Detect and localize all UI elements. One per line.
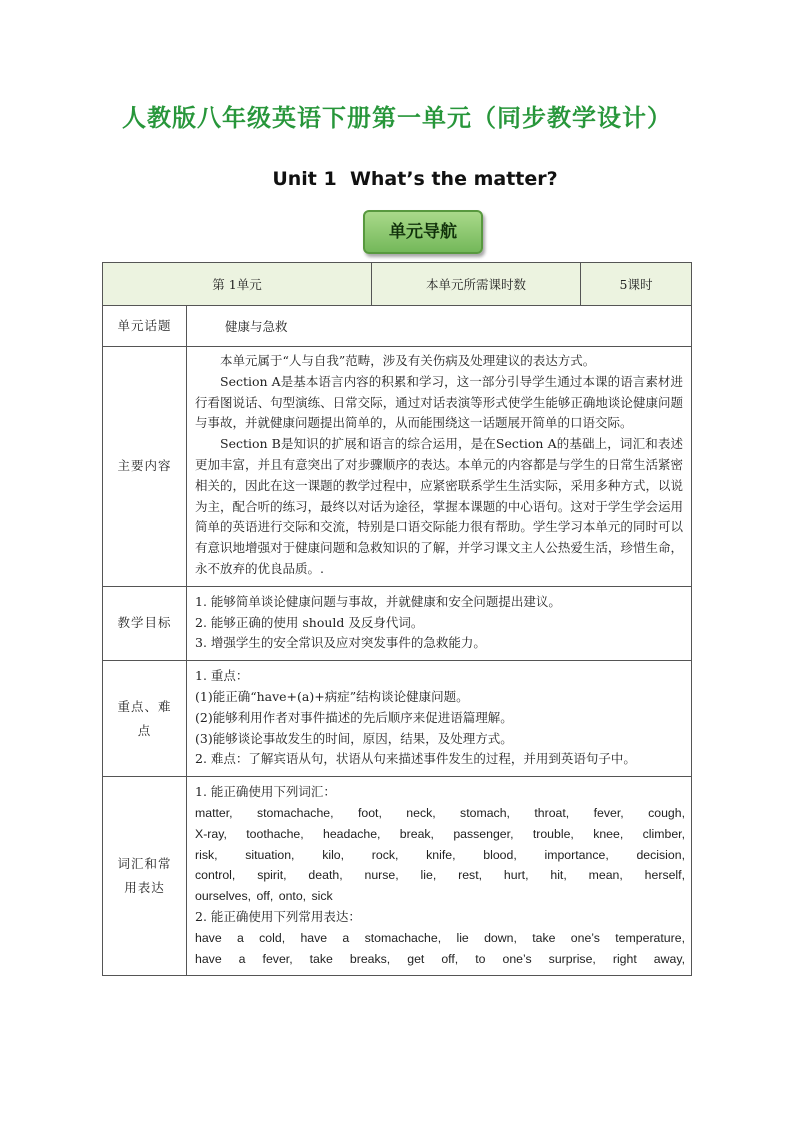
content-label: 主要内容 xyxy=(103,347,187,587)
content-text xyxy=(187,347,692,587)
unit-subtitle: Unit 1 What’s the matter? xyxy=(272,168,558,190)
content-paragraph: 本单元属于“人与自我”范畴，涉及有关伤病及处理建议的表达方式。 xyxy=(220,353,596,368)
vocab-phrases-line: have a fever, take breaks, get off, to one’s surprise, right away, xyxy=(195,951,685,966)
keypoint-item: 2. 难点：了解宾语从句，状语从句来描述事件发生的过程，并用到英语句子中。 xyxy=(195,751,636,767)
unit-navigation-badge: 单元导航 xyxy=(363,210,483,254)
content-row xyxy=(103,347,692,587)
content-paragraph: Section A是基本语言内容的积累和学习，这一部分引导学生通过本课的语言素材进行看图说话、句型演练、日常交际，通过对话表演等形式使学生能够正确地谈论健康问题与事故，并就健康问题提出简单的，从而能围绕这一话题展开简单的口语交际。 xyxy=(195,373,683,431)
goal-item: 3. 增强学生的安全常识及应对突发事件的急救能力。 xyxy=(195,635,486,651)
vocab-heading: 2. 能正确使用下列常用表达： xyxy=(195,908,361,924)
vocab-words-line: matter, stomachache, foot, neck, stomach, throat, fever, cough, xyxy=(195,805,685,820)
vocab-list xyxy=(187,777,692,976)
vocab-label: 词汇和常用表达 xyxy=(103,777,187,976)
topic-row xyxy=(103,306,692,347)
vocab-words-line: X-ray, toothache, headache, break, passenger, trouble, knee, climber, xyxy=(195,826,685,841)
hours-label-cell: 本单元所需课时数 xyxy=(372,263,581,306)
keypoints-label: 重点、难点 xyxy=(103,661,187,777)
goal-item: 2. 能够正确的使用 should 及反身代词。 xyxy=(195,614,424,630)
table-header-row xyxy=(103,263,692,306)
goal-item: 1. 能够简单谈论健康问题与事故，并就健康和安全问题提出建议。 xyxy=(195,593,561,609)
vocab-words-line: ourselves, off, onto, sick xyxy=(195,889,333,904)
keypoint-item: (2)能够利用作者对事件描述的先后顺序来促进语篇理解。 xyxy=(195,709,513,725)
topic-label: 单元话题 xyxy=(103,306,187,347)
topic-value: 健康与急救 xyxy=(187,306,692,347)
vocab-heading: 1. 能正确使用下列词汇： xyxy=(195,784,336,800)
hours-value-cell: 5课时 xyxy=(581,263,692,306)
keypoint-item: (3)能够谈论事故发生的时间，原因，结果，及处理方式。 xyxy=(195,730,513,746)
goals-list xyxy=(187,586,692,660)
vocab-phrases-line: have a cold, have a stomachache, lie down, take one’s temperature, xyxy=(195,930,685,945)
unit-number-cell: 第 1单元 xyxy=(103,263,372,306)
keypoints-list xyxy=(187,661,692,777)
vocab-words-line: control, spirit, death, nurse, lie, rest, hurt, hit, mean, herself, xyxy=(195,868,685,883)
goals-label: 教学目标 xyxy=(103,586,187,660)
content-paragraph: Section B是知识的扩展和语言的综合运用，是在Section A的基础上，词汇和表述更加丰富，并且有意突出了对步骤顺序的表达。本单元的内容都是与学生的日常生活紧密相关的，因此在这一课题的教学过程中，应紧密联系学生生活实际，采用多种方式，以说为主，配合听的练习，最终以对话为途径，掌握本课题的中心语句。这对于学生学会运用简单的英语进行交际和交流，特别是口语交际能力很有帮助。学生学习本单元的同时可以有意识地增强对于健康问题和急救知识的了解，并学习课文主人公热爱生活，珍惜生命，永不放弃的优良品质。. xyxy=(195,436,683,576)
goals-row xyxy=(103,586,692,660)
keypoint-item: (1)能正确“have+(a)+病症”结构谈论健康问题。 xyxy=(195,688,469,704)
keypoints-row xyxy=(103,661,692,777)
vocab-words-line: risk, situation, kilo, rock, knife, blood, importance, decision, xyxy=(195,847,685,862)
keypoint-item: 1. 重点： xyxy=(195,668,249,684)
unit-plan-table xyxy=(102,262,692,976)
vocab-row xyxy=(103,777,692,976)
document-title: 人教版八年级英语下册第一单元（同步教学设计） xyxy=(122,104,672,132)
